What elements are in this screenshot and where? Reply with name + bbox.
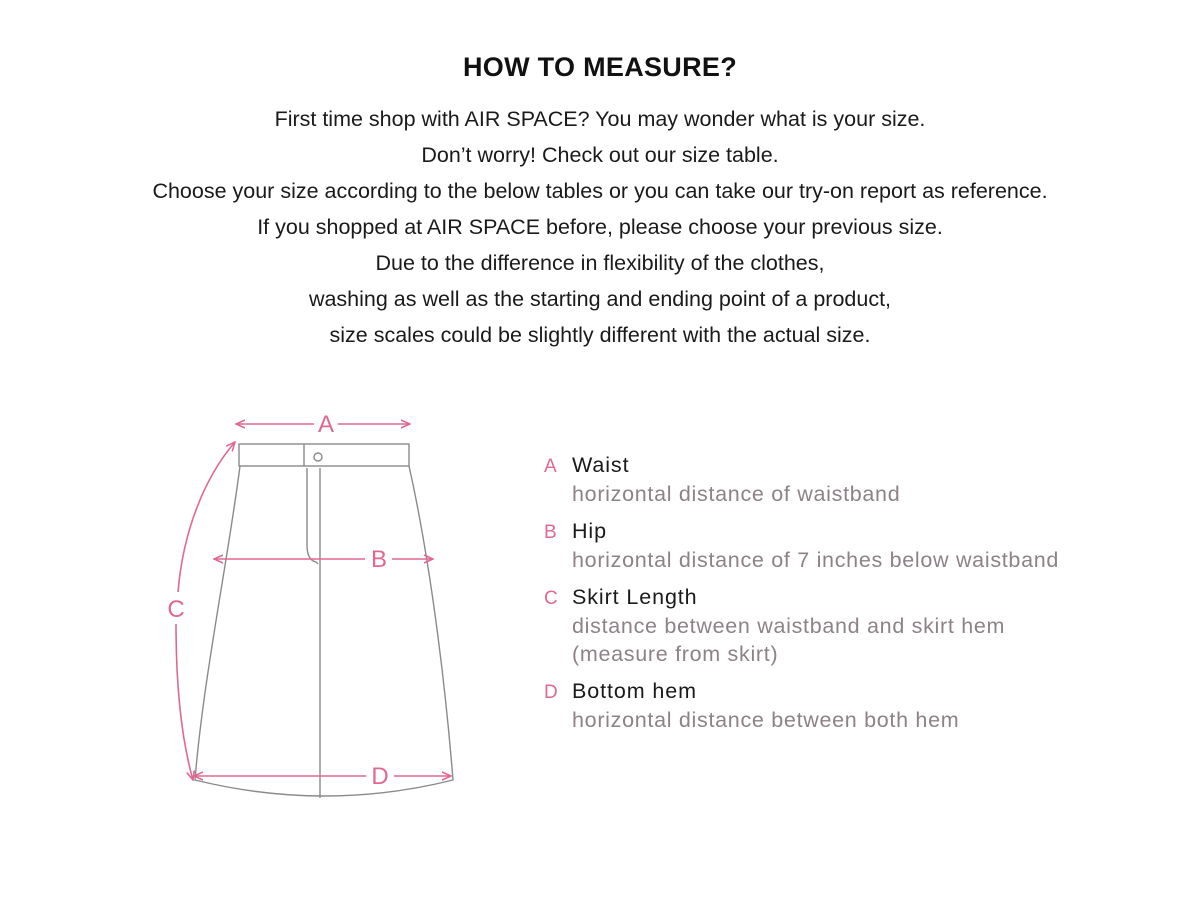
front-seam (307, 468, 318, 564)
legend-name: Hip (572, 519, 607, 543)
legend-letter: B (544, 522, 557, 543)
intro-text (0, 101, 1200, 353)
legend-letter: A (544, 456, 557, 477)
measure-guides (176, 424, 451, 780)
legend-letter: D (544, 682, 558, 703)
intro-line: size scales could be slightly different with the actual size. (329, 323, 871, 347)
measure-label-d: D (371, 763, 389, 790)
measure-label-b: B (370, 546, 388, 573)
legend-item-skirt-length (542, 583, 1142, 668)
measure-label-c: C (167, 596, 185, 623)
intro-line: Don’t worry! Check out our size table. (421, 143, 779, 167)
legend-name: Waist (572, 453, 630, 477)
skirt-outline (195, 444, 453, 798)
legend-item-bottom-hem (542, 677, 1142, 734)
intro-line: washing as well as the starting and ending point of a product, (308, 287, 892, 311)
skirt-body (195, 466, 453, 796)
legend-description: horizontal distance of waistband (572, 482, 901, 506)
skirt-diagram (150, 395, 480, 815)
measure-label-a: A (317, 411, 335, 438)
legend-description: horizontal distance between both hem (572, 708, 960, 732)
waistband (239, 444, 409, 466)
measure-c-lower (176, 624, 193, 780)
measurement-legend (542, 451, 1142, 743)
legend-description: horizontal distance of 7 inches below waistband (572, 548, 1060, 572)
intro-line: Choose your size according to the below tables or you can take our try-on report as reference. (152, 179, 1048, 203)
measure-c-upper (178, 442, 235, 592)
legend-description: distance between waistband and skirt hem (measure from skirt) (572, 614, 1006, 666)
intro-line: If you shopped at AIR SPACE before, please choose your previous size. (257, 215, 943, 239)
legend-item-waist (542, 451, 1142, 508)
legend-name: Skirt Length (572, 585, 698, 609)
legend-name: Bottom hem (572, 679, 697, 703)
intro-line: First time shop with AIR SPACE? You may wonder what is your size. (274, 107, 926, 131)
page-title: HOW TO MEASURE? (463, 52, 737, 82)
legend-item-hip (542, 517, 1142, 574)
legend-letter: C (544, 588, 558, 609)
intro-line: Due to the difference in flexibility of the clothes, (375, 251, 825, 275)
